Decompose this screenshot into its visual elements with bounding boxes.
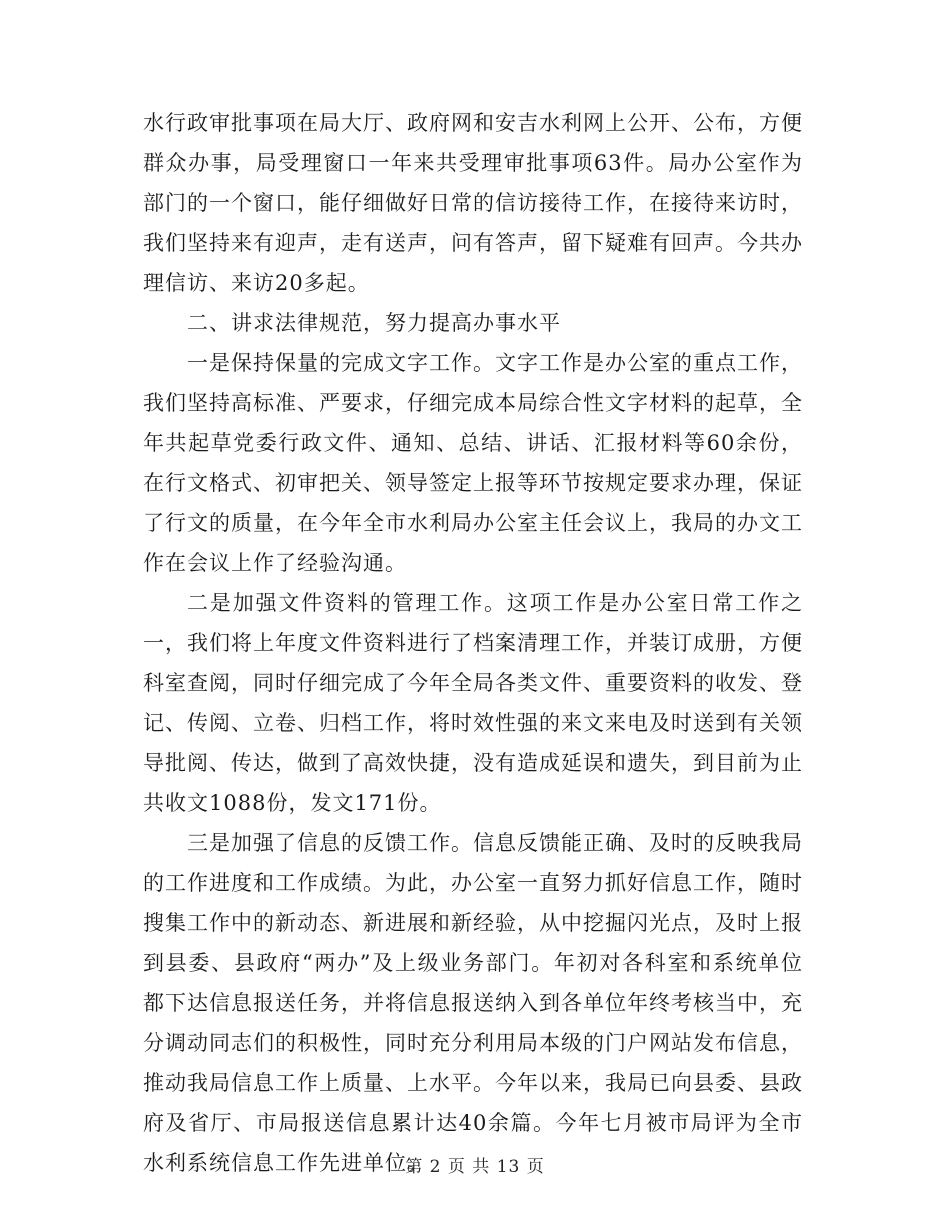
section-heading: 二、讲求法律规范，努力提高办事水平 — [187, 311, 561, 335]
document-body — [143, 103, 803, 1183]
paragraph-item-1: 一是保持保量的完成文字工作。文字工作是办公室的重点工作，我们坚持高标准、严要求，仔细完成本局综合性文字材料的起草，全年共起草党委行政文件、通知、总结、讲话、汇报材料等60余份，在行文格式、初审把关、领导签定上报等环节按规定要求办理，保证了行文的质量，在今年全市水利局办公室主任会议上，我局的办文工作在会议上作了经验沟通。 — [143, 351, 803, 575]
paragraph-item-2: 二是加强文件资料的管理工作。这项工作是办公室日常工作之一，我们将上年度文件资料进行了档案清理工作，并装订成册，方便科室查阅，同时仔细完成了今年全局各类文件、重要资料的收发、登记、传阅、立卷、归档工作，将时效性强的来文来电及时送到有关领导批阅、传达，做到了高效快捷，没有造成延误和遗失，到目前为止共收文1088份，发文171份。 — [143, 591, 803, 815]
paragraph-continued: 水行政审批事项在局大厅、政府网和安吉水利网上公开、公布，方便群众办事，局受理窗口一年来共受理审批事项63件。局办公室作为部门的一个窗口，能仔细做好日常的信访接待工作，在接待来访时，我们坚持来有迎声，走有送声，问有答声，留下疑难有回声。今共办理信访、来访20多起。 — [143, 111, 803, 295]
page-footer: 第 2 页 共 13 页 — [405, 1157, 545, 1177]
paragraph-item-3: 三是加强了信息的反馈工作。信息反馈能正确、及时的反映我局的工作进度和工作成绩。为此，办公室一直努力抓好信息工作，随时搜集工作中的新动态、新进展和新经验，从中挖掘闪光点，及时上报到县委、县政府“两办”及上级业务部门。年初对各科室和系统单位都下达信息报送任务，并将信息报送纳入到各单位年终考核当中，充分调动同志们的积极性，同时充分利用局本级的门户网站发布信息，推动我局信息工作上质量、上水平。今年以来，我局已向县委、县政府及省厅、市局报送信息累计达40余篇。今年七月被市局评为全市水利系统信息工作先进单位。 — [143, 831, 803, 1175]
